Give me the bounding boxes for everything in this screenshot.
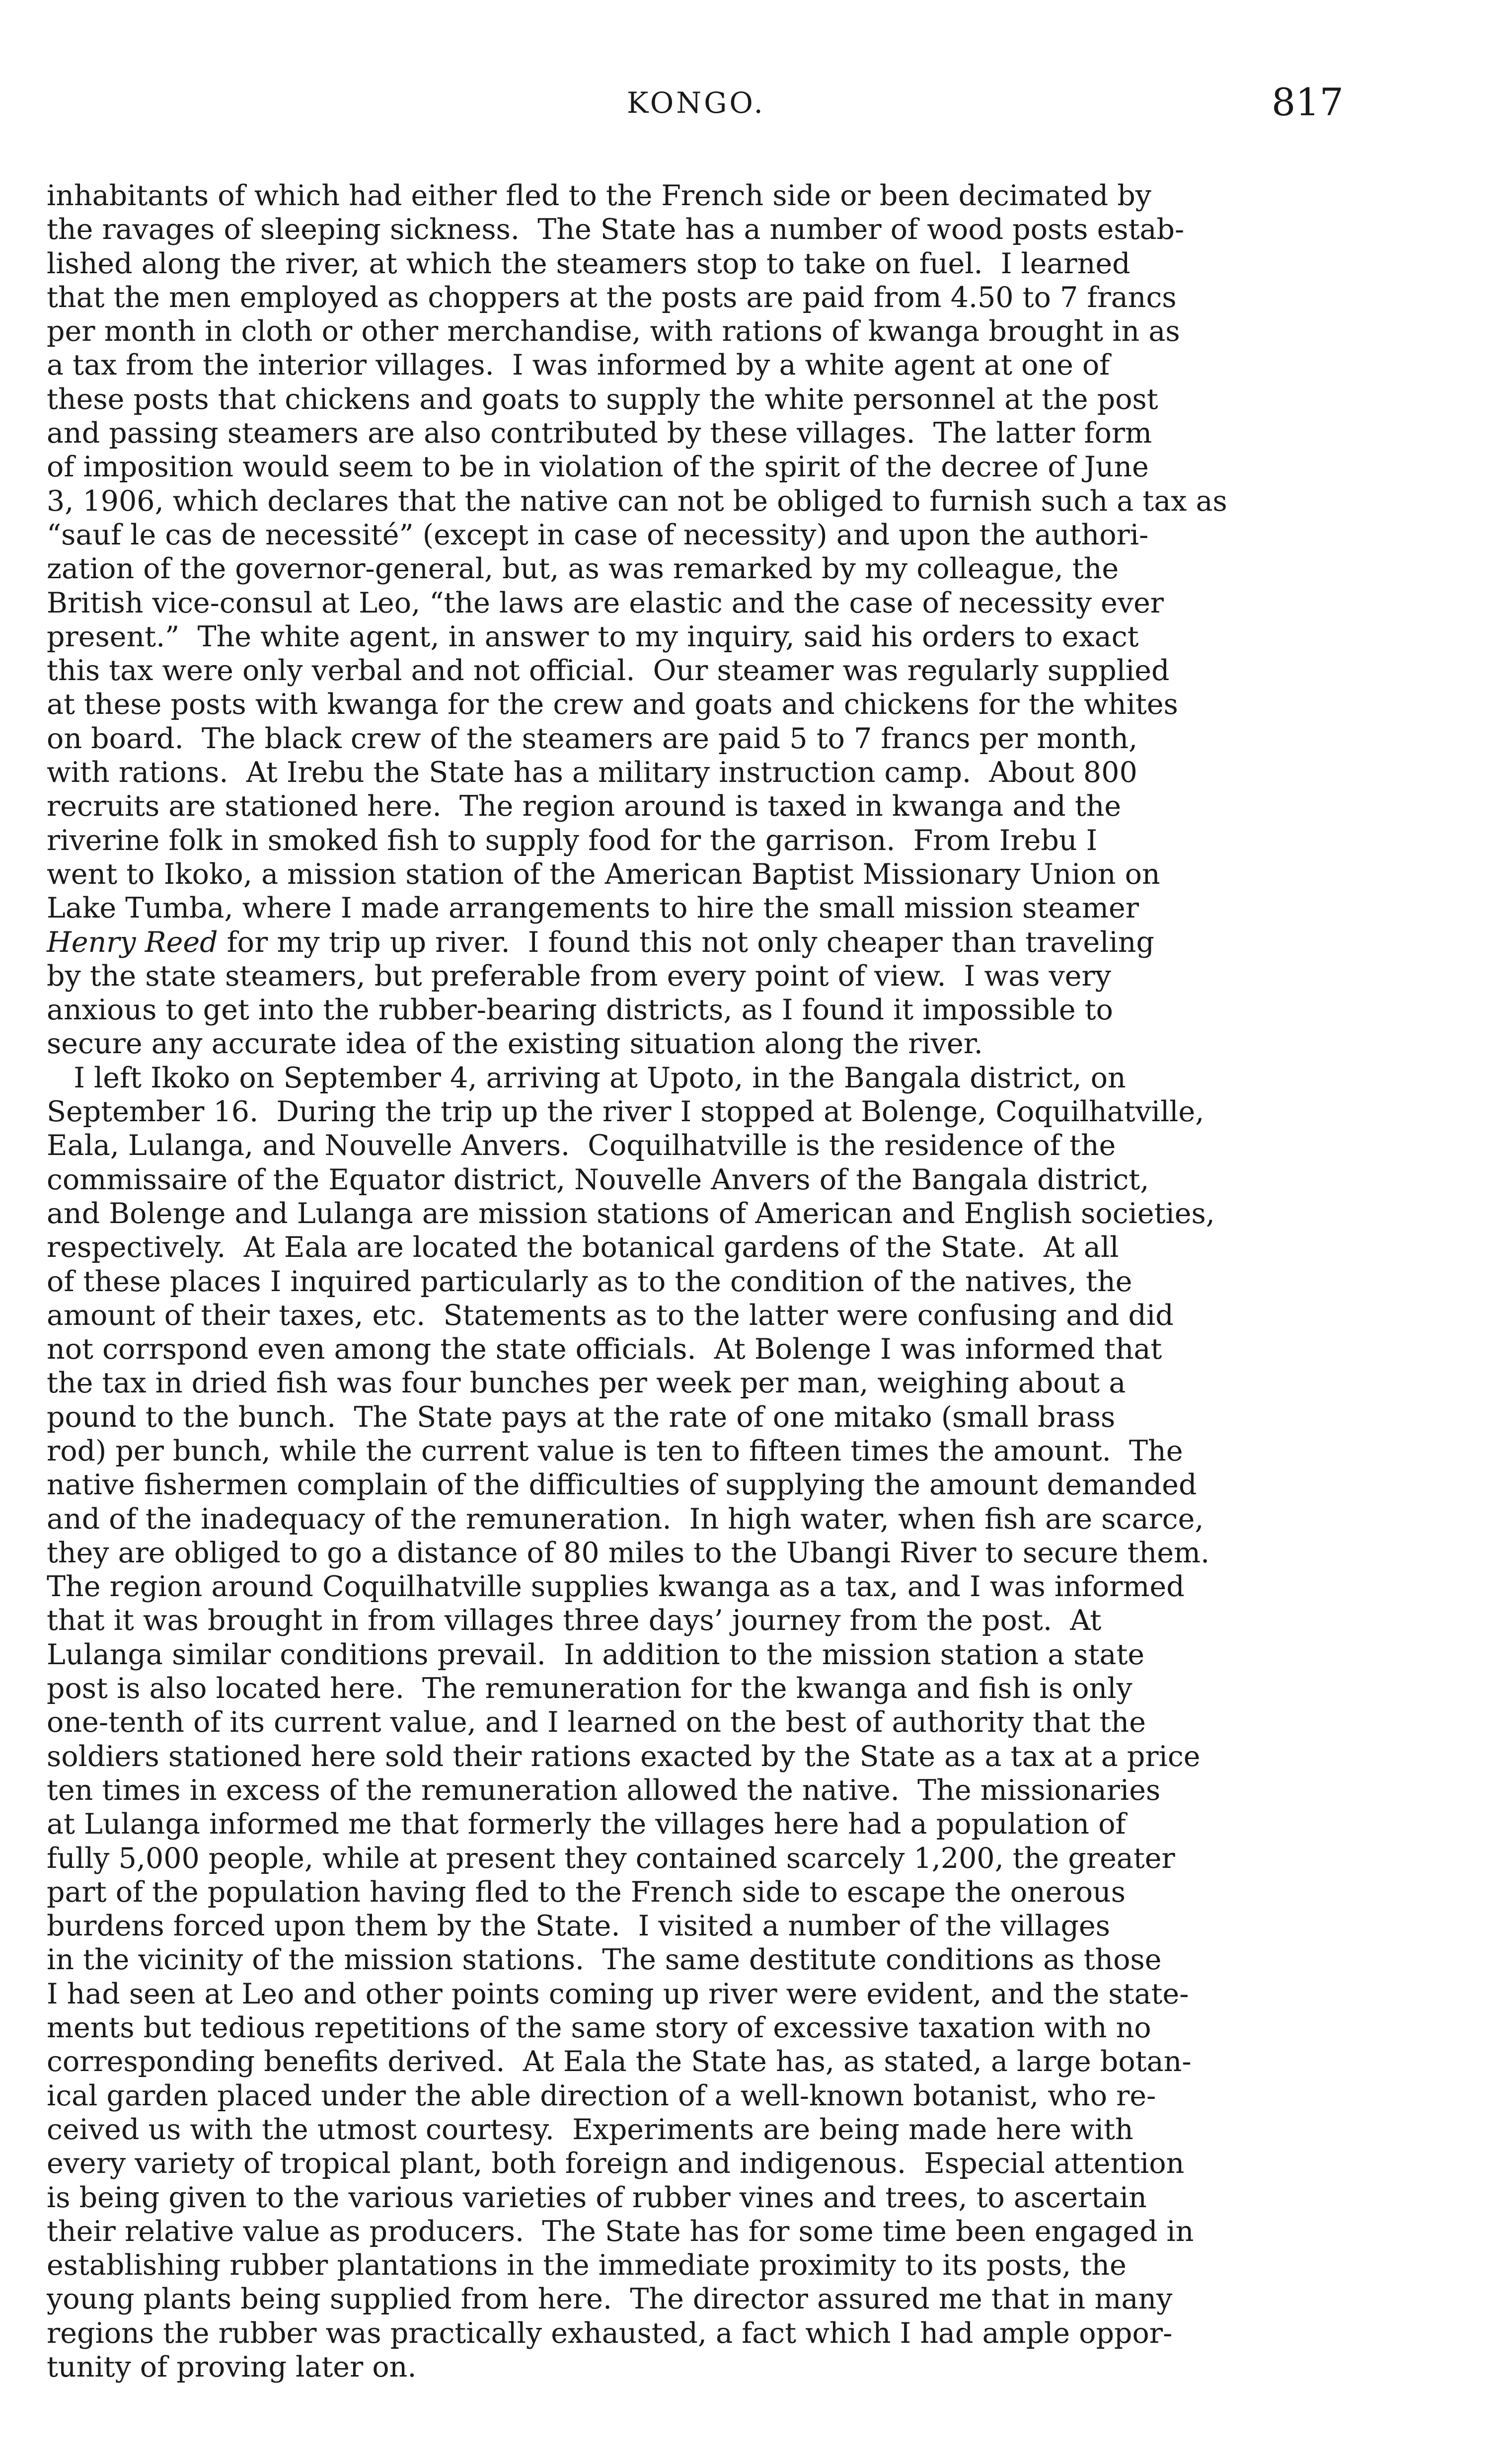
text-line (47, 2113, 1358, 2147)
text-line-content: corresponding benefits derived. At Eala the State has, as stated, a large botan- (47, 2045, 1192, 2079)
text-line (47, 789, 1358, 823)
text-line-content: ical garden placed under the able direction of a well-known botanist, who re- (47, 2079, 1156, 2112)
text-line-content: recruits are stationed here. The region around is taxed in kwanga and the (47, 790, 1122, 823)
text-line-content: September 16. During the trip up the river I stopped at Bolenge, Coquilhatville, (47, 1095, 1204, 1129)
text-line (47, 1536, 1358, 1570)
text-line (47, 247, 1358, 281)
text-line-content: post is also located here. The remuneration for the kwanga and fish is only (47, 1672, 1132, 1705)
text-line-content: inhabitants of which had either fled to the French side or been decimated by (47, 179, 1152, 212)
text-line (47, 1265, 1358, 1299)
text-line (47, 1943, 1358, 1977)
text-line (47, 281, 1358, 314)
text-line (47, 1773, 1358, 1807)
text-line (47, 1977, 1358, 2011)
text-line-content: at these posts with kwanga for the crew and goats and chickens for the whites (47, 688, 1178, 721)
text-line-content: fully 5,000 people, while at present they contained scarcely 1,200, the greater (47, 1842, 1175, 1875)
text-line-content: soldiers stationed here sold their rations exacted by the State as a tax at a price (47, 1740, 1201, 1773)
text-line (47, 586, 1358, 620)
text-line-content: zation of the governor-general, but, as was remarked by my colleague, the (47, 552, 1119, 586)
text-line-content: tunity of proving later on. (47, 2351, 417, 2384)
text-line (47, 1366, 1358, 1400)
text-line (47, 2350, 1358, 2384)
text-line (47, 2248, 1358, 2282)
text-line (47, 1570, 1358, 1604)
text-line-content: establishing rubber plantations in the immediate proximity to its posts, the (47, 2249, 1126, 2282)
text-line (47, 2316, 1358, 2350)
text-line-content: young plants being supplied from here. The director assured me that in many (47, 2283, 1173, 2316)
text-line (47, 1909, 1358, 1943)
text-line (47, 1095, 1358, 1129)
text-line-content: in the vicinity of the mission stations. The same destitute conditions as those (47, 1943, 1162, 1977)
text-line (47, 824, 1358, 857)
text-line-content: Lake Tumba, where I made arrangements to hire the small mission steamer (47, 892, 1139, 925)
text-line (47, 1604, 1358, 1637)
text-line-content: Eala, Lulanga, and Nouvelle Anvers. Coquilhatville is the residence of the (47, 1129, 1116, 1162)
body-text (47, 179, 1358, 2384)
text-line-content: they are obliged to go a distance of 80 miles to the Ubangi River to secure them. (47, 1536, 1210, 1569)
text-line-content: “sauf le cas de necessité” (except in case of necessity) and upon the authori- (47, 518, 1149, 551)
text-line (47, 2147, 1358, 2180)
text-line (47, 450, 1358, 484)
text-line-content: that the men employed as choppers at the posts are paid from 4.50 to 7 francs (47, 281, 1177, 314)
text-line (47, 2079, 1358, 2113)
text-line (47, 416, 1358, 450)
text-line-content: their relative value as producers. The State has for some time been engaged in (47, 2215, 1194, 2248)
text-line-content: Lulanga similar conditions prevail. In addition to the mission station a state (47, 1638, 1145, 1671)
text-line-content: riverine folk in smoked fish to supply food for the garrison. From Irebu I (47, 824, 1098, 857)
text-line-content: secure any accurate idea of the existing situation along the river. (47, 1027, 983, 1061)
text-line (47, 383, 1358, 416)
text-line-content: is being given to the various varieties of rubber vines and trees, to ascertain (47, 2181, 1147, 2214)
text-line-content: anxious to get into the rubber-bearing districts, as I found it impossible to (47, 994, 1113, 1027)
text-line (47, 2045, 1358, 2079)
text-line-content: the ravages of sleeping sickness. The State has a number of wood posts estab- (47, 213, 1185, 246)
text-line-content: ten times in excess of the remuneration allowed the native. The missionaries (47, 1773, 1161, 1807)
text-line-content: of these places I inquired particularly as to the condition of the natives, the (47, 1265, 1132, 1298)
text-line (47, 1231, 1358, 1264)
text-line-content: per month in cloth or other merchandise, with rations of kwanga brought in as (47, 315, 1180, 348)
text-line (47, 2215, 1358, 2248)
text-line-content: for my trip up river. I found this not only cheaper than traveling (218, 925, 1154, 959)
text-line (47, 213, 1358, 246)
text-line (47, 1400, 1358, 1434)
text-line-content: that it was brought in from villages three days’ journey from the post. At (47, 1604, 1102, 1637)
page-number: 817 (1272, 80, 1344, 124)
text-line (47, 1332, 1358, 1366)
text-line-content: not corrspond even among the state officials. At Bolenge I was informed that (47, 1333, 1162, 1366)
italic-ship-name: Henry Reed (47, 925, 218, 959)
text-line (47, 2011, 1358, 2045)
text-line (47, 348, 1358, 382)
text-line (47, 1842, 1358, 1875)
text-line (47, 1705, 1358, 1739)
text-line-content: British vice-consul at Leo, “the laws are elastic and the case of necessity ever (47, 586, 1164, 619)
text-line (47, 484, 1358, 518)
text-line (47, 1197, 1358, 1231)
text-line-content: went to Ikoko, a mission station of the American Baptist Missionary Union on (47, 857, 1160, 891)
text-line (47, 688, 1358, 721)
text-line-content: lished along the river, at which the steamers stop to take on fuel. I learned (47, 247, 1130, 280)
text-line-content: I left Ikoko on September 4, arriving at Upoto, in the Bangala district, on (47, 1061, 1126, 1094)
text-line (47, 620, 1358, 654)
text-line (47, 2181, 1358, 2215)
running-head-title: KONGO. (627, 86, 765, 120)
text-line-content: The region around Coquilhatville supplies kwanga as a tax, and I was informed (47, 1570, 1185, 1604)
text-line-content: the tax in dried fish was four bunches per week per man, weighing about a (47, 1367, 1126, 1400)
text-line (47, 756, 1358, 789)
text-line-content: regions the rubber was practically exhausted, a fact which I had ample oppor- (47, 2316, 1173, 2350)
text-line-content: present.” The white agent, in answer to my inquiry, said his orders to exact (47, 620, 1139, 653)
text-line-content: at Lulanga informed me that formerly the villages here had a population of (47, 1808, 1126, 1841)
text-line-content: amount of their taxes, etc. Statements as to the latter were confusing and did (47, 1299, 1174, 1332)
text-line-content: with rations. At Irebu the State has a military instruction camp. About 800 (47, 756, 1137, 789)
text-line-content: a tax from the interior villages. I was informed by a white agent at one of (47, 349, 1110, 382)
text-line (47, 891, 1358, 925)
text-line-content: and of the inadequacy of the remuneration. In high water, when fish are scarce, (47, 1502, 1204, 1536)
text-line (47, 2282, 1358, 2316)
text-line (47, 1434, 1358, 1468)
text-line (47, 993, 1358, 1027)
text-line-content: rod) per bunch, while the current value is ten to fifteen times the amount. The (47, 1434, 1183, 1467)
text-line-content: of imposition would seem to be in violation of the spirit of the decree of June (47, 451, 1149, 484)
text-line (47, 1672, 1358, 1705)
text-line (47, 1468, 1358, 1502)
text-line-content: and Bolenge and Lulanga are mission stations of American and English societies, (47, 1197, 1215, 1230)
text-line (47, 179, 1358, 213)
text-line (47, 1502, 1358, 1536)
text-line (47, 1875, 1358, 1909)
text-line (47, 1740, 1358, 1773)
text-line-content: these posts that chickens and goats to supply the white personnel at the post (47, 383, 1158, 416)
text-line-content: native fishermen complain of the difficulties of supplying the amount demanded (47, 1468, 1197, 1502)
text-line (47, 1807, 1358, 1841)
text-line (47, 518, 1358, 552)
text-line-content: one-tenth of its current value, and I learned on the best of authority that the (47, 1706, 1146, 1739)
text-line (47, 959, 1358, 993)
text-line (47, 857, 1358, 891)
text-line (47, 1061, 1358, 1095)
text-line (47, 1129, 1358, 1162)
text-line (47, 1638, 1358, 1672)
text-line-content: I had seen at Leo and other points coming up river were evident, and the state- (47, 1977, 1189, 2010)
text-line (47, 722, 1358, 756)
text-line-content: ments but tedious repetitions of the same story of excessive taxation with no (47, 2011, 1151, 2045)
text-line-content: ceived us with the utmost courtesy. Experiments are being made here with (47, 2113, 1133, 2146)
text-line-content: every variety of tropical plant, both foreign and indigenous. Especial attention (47, 2147, 1185, 2180)
text-line (47, 1299, 1358, 1332)
text-line (47, 1027, 1358, 1061)
text-line-content: commissaire of the Equator district, Nouvelle Anvers of the Bangala district, (47, 1163, 1149, 1196)
text-line-content: part of the population having fled to the French side to escape the onerous (47, 1875, 1126, 1909)
text-line-content: burdens forced upon them by the State. I visited a number of the villages (47, 1910, 1111, 1943)
text-line (47, 654, 1358, 688)
text-line-content: and passing steamers are also contributed by these villages. The latter form (47, 417, 1152, 450)
text-line-content: this tax were only verbal and not official. Our steamer was regularly supplied (47, 654, 1170, 688)
text-line-content: on board. The black crew of the steamers are paid 5 to 7 francs per month, (47, 722, 1138, 755)
text-line-content: pound to the bunch. The State pays at the rate of one mitako (small brass (47, 1400, 1116, 1434)
text-line (47, 925, 1358, 959)
text-line (47, 314, 1358, 348)
text-line-content: by the state steamers, but preferable from every point of view. I was very (47, 959, 1111, 993)
text-line (47, 1163, 1358, 1197)
text-line-content: respectively. At Eala are located the botanical gardens of the State. At all (47, 1231, 1119, 1264)
text-line (47, 552, 1358, 586)
text-line-content: 3, 1906, which declares that the native can not be obliged to furnish such a tax as (47, 484, 1227, 518)
